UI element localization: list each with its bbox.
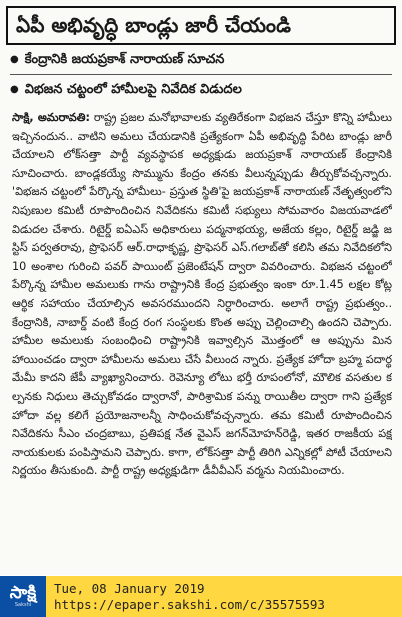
dateline: సాక్షి, అమరావతి:	[12, 111, 90, 124]
source-url[interactable]: https://epaper.sakshi.com/c/35575593	[54, 596, 325, 612]
headline: ఏపీ అభివృద్ధి బాండ్లు జారీ చేయండి	[6, 6, 396, 45]
footer-meta	[54, 581, 325, 613]
bullet-icon: ●	[10, 84, 19, 95]
logo-subtitle: Sakshi	[14, 602, 32, 608]
sakshi-logo	[0, 576, 46, 617]
footer-bar	[0, 576, 402, 617]
bullet-icon: ●	[10, 54, 19, 65]
subheadline-1-text: కేంద్రానికి జయప్రకాశ్ నారాయణ్ సూచన	[24, 52, 225, 67]
article-text: రాష్ట్ర ప్రజల మనోభావాలకు వ్యతిరేకంగా విభజన చేస్తూ కొన్ని హామీలు ఇచ్చినందున.. వాటిని అమలు చేయడానికి ప్రత్యేకంగా ఏపీ అభివృద్ధి పేరిట బాండ్లు జారీ చేయాలని లోక్‌సత్తా పార్టీ వ్యవస్థాపక అధ్యక్షుడు జయప్రకాశ్ నారాయణ్ కేంద్రానికి సూచించారు. బాండ్లకయ్యే సొమ్మును కేంద్రం తనకు వీలున్నప్పుడు తీర్చుకోవచ్చన్నారు. 'విభజన చట్టంలో పేర్కొన్న హామీలు- ప్రస్తుత స్థితి'పై జయప్రకాశ్ నారాయణ్ నేతృత్వంలోని నిపుణుల కమిటీ రూపొందించిన నివేదికను కమిటీ సభ్యులు సోమవారం విజయవాడలో విడుదల చేశారు. రిటైర్డ్ ఐఏఎస్ అధికారులు పద్మనాభయ్య, అజేయ కల్లం, రిటైర్డ్ జడ్జి జస్టిస్ పర్వతరావు, ప్రొఫెసర్ ఆర్.రాధాకృష్ణ, ప్రొఫెసర్ ఎస్.గలాబ్‌తో కలిసి తమ నివేదికలోని 10 అంశాల గురించి పవర్ పాయింట్ ప్రజెంటేషన్ ద్వారా వివరించారు. విభజన చట్టంలో పేర్కొన్న హామీల అమలుకు గాను రాష్ట్రానికి కేంద్ర ప్రభుత్వం ఇంకా రూ.1.45 లక్షల కోట్ల ఆర్థిక సహాయం చేయాల్సిన అవసరముందని నిర్ధారించారు. అలాగే రాష్ట్ర ప్రభుత్వం.. కేంద్రానికి, నాబార్డ్ వంటి కేంద్ర రంగ సంస్థలకు కొంత అప్పు చెల్లించాల్సి ఉందని చెప్పారు. హామీల అమలుకు సంబంధించి రాష్ట్రానికి ఇవ్వాల్సిన మొత్తంలో ఆ అప్పును మినహాయించడం ద్వారా హామీలను అమలు చేసే వీలుంద న్నారు. ప్రత్యేక హోదా బ్రహ్మ పదార్థమేమీ కాదని జేపీ వ్యాఖ్యానించారు. రెవెన్యూ లోటు భర్తీ రూపంలోనో, మౌలిక వసతుల కల్పనకు నిధులు తెచ్చుకోవడం ద్వారానో, పారిశ్రామిక పన్ను రాయితీల ద్వారా గాని ప్రత్యేక హోదా వల్ల కలిగే ప్రయోజనాలన్నీ సాధించుకోవచ్చన్నారు. తమ కమిటీ రూపొందించిన నివేదికను సీఎం చంద్రబాబు, ప్రతిపక్ష నేత వైఎస్ జగన్‌మోహన్‌రెడ్డి, ఇతర రాజకీయ పక్ష నాయకులకు పంపిస్తామని చెప్పారు. కాగా, లోక్‌సత్తా పార్టీ తిరిగి ఎన్నికల్లో పోటీ చేయాలని నిర్ణయం తీసుకుంది. పార్టీ రాష్ట్ర అధ్యక్షుడిగా డీవీవీఎస్ వర్మను నియమించారు.	[12, 111, 392, 478]
logo-mark: సాక్షి	[9, 583, 37, 603]
subheadline-1	[10, 49, 392, 75]
publish-date: Tue, 08 January 2019	[54, 580, 205, 596]
article-body	[12, 109, 392, 575]
subheadline-2-text: విభజన చట్టంలో హామీలపై నివేదిక విడుదల	[24, 82, 242, 97]
subheadline-2	[10, 79, 392, 101]
